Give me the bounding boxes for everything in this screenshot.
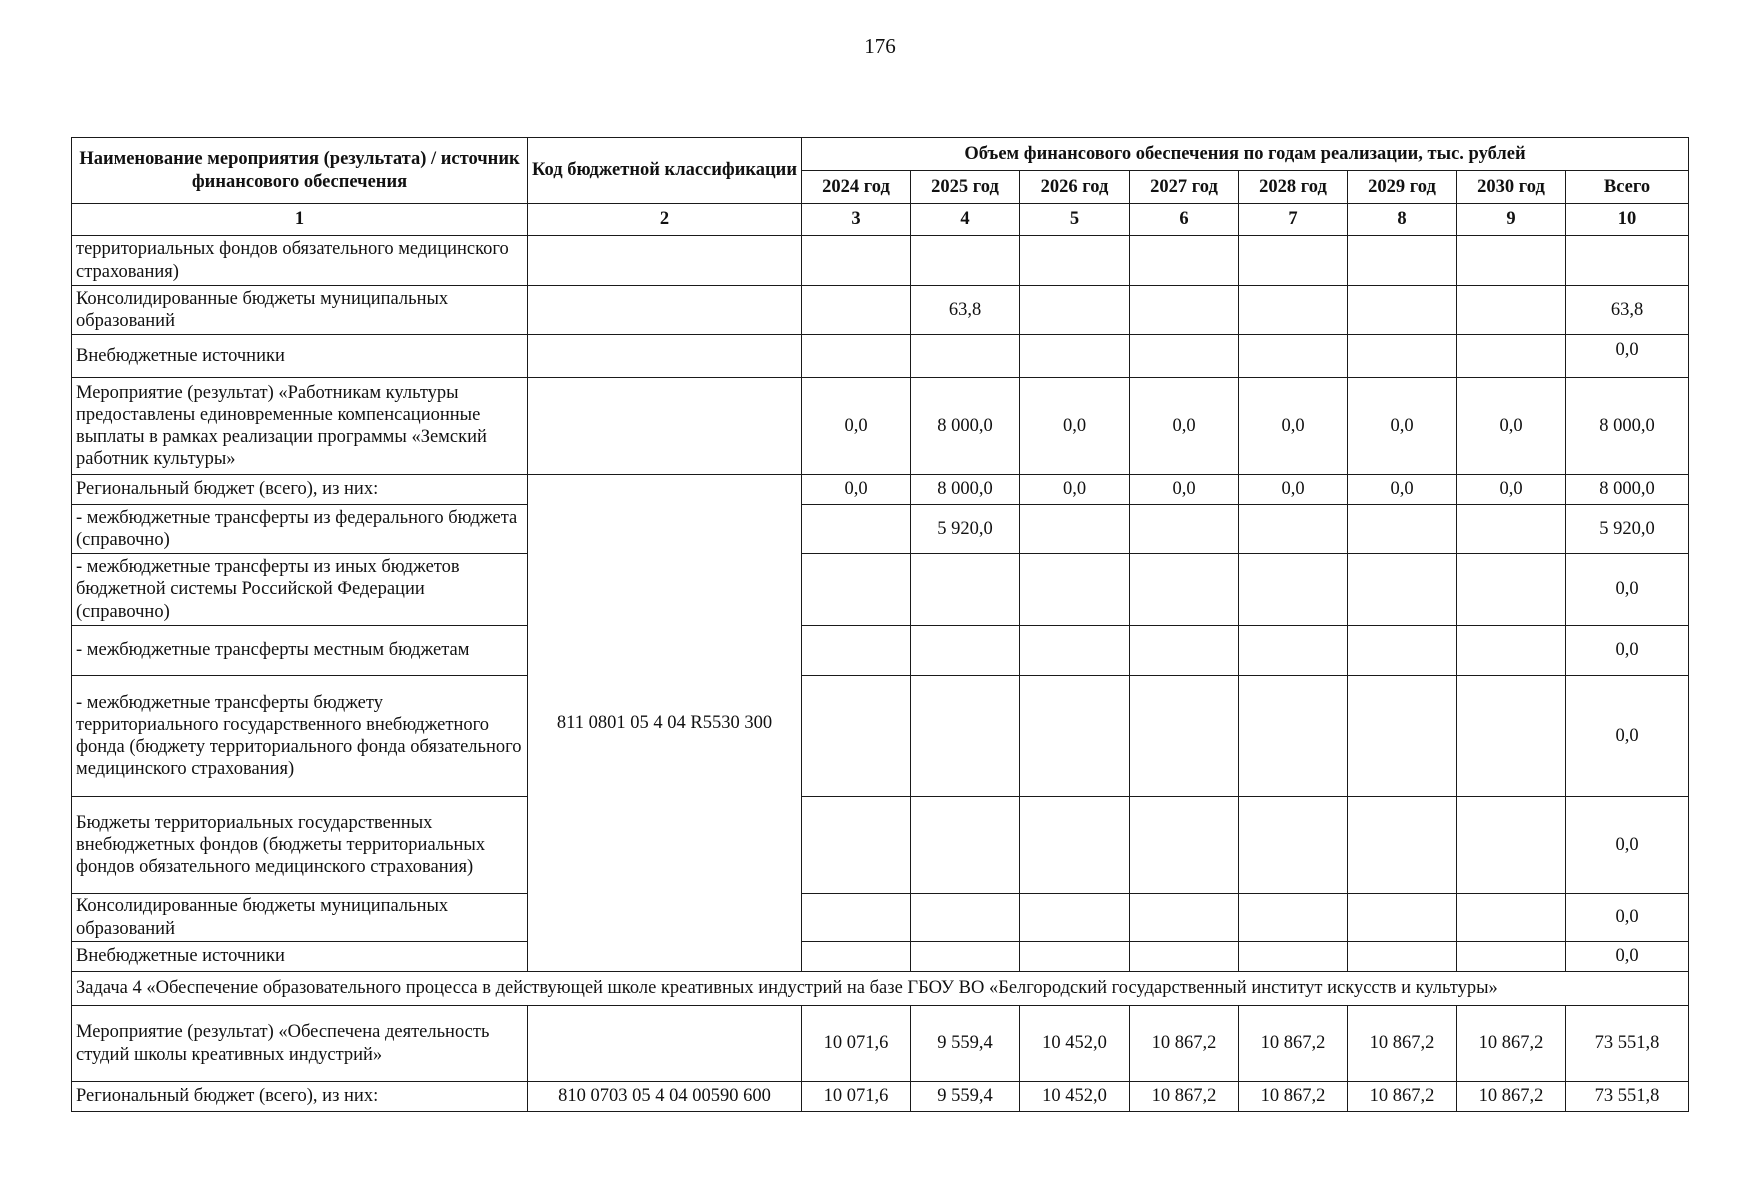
budget-code: 811 0801 05 4 04 R5530 300 (528, 475, 802, 972)
row-code (528, 286, 802, 335)
cell-value (1457, 676, 1566, 797)
cell-value (1130, 335, 1239, 378)
cell-total (1566, 236, 1689, 286)
task-4-title: Задача 4 «Обеспечение образовательного процесса в действующей школе креативных индустрий на базе ГБОУ ВО «Белгородский государственный институт искусств и культуры» (72, 972, 1689, 1006)
cell-value: 10 867,2 (1130, 1082, 1239, 1112)
cell-value: 0,0 (1020, 475, 1130, 505)
budget-table (71, 137, 1689, 1112)
header-year: 2028 год (1239, 171, 1348, 204)
cell-value: 0,0 (802, 475, 911, 505)
cell-value (1130, 797, 1239, 894)
cell-value (1239, 676, 1348, 797)
cell-total: 0,0 (1566, 676, 1689, 797)
header-year: 2025 год (911, 171, 1020, 204)
cell-value (1020, 505, 1130, 554)
header-name: Наименование мероприятия (результата) / источник финансового обеспечения (72, 138, 528, 204)
header-total: Всего (1566, 171, 1689, 204)
column-number: 5 (1020, 204, 1130, 236)
row-name: - межбюджетные трансферты местным бюджетам (72, 626, 528, 676)
cell-value (911, 797, 1020, 894)
table-row (72, 286, 1689, 335)
cell-value (802, 626, 911, 676)
cell-value: 5 920,0 (911, 505, 1020, 554)
cell-value: 10 867,2 (1348, 1082, 1457, 1112)
table-row (72, 676, 1689, 797)
column-number: 6 (1130, 204, 1239, 236)
cell-value (802, 894, 911, 942)
header-year: 2027 год (1130, 171, 1239, 204)
row-name: - межбюджетные трансферты бюджету территориального государственного внебюджетного фонда (бюджету территориального фонда обязательного медицинского страхования) (72, 676, 528, 797)
cell-value: 8 000,0 (911, 475, 1020, 505)
column-number-row (72, 204, 1689, 236)
cell-value (1130, 505, 1239, 554)
cell-value: 10 867,2 (1130, 1006, 1239, 1082)
cell-value (1457, 286, 1566, 335)
header-code: Код бюджетной классификации (528, 138, 802, 204)
cell-value (911, 676, 1020, 797)
cell-value: 0,0 (1239, 378, 1348, 475)
cell-value: 0,0 (1457, 475, 1566, 505)
cell-value (1020, 797, 1130, 894)
cell-value (911, 554, 1020, 626)
cell-value: 0,0 (1348, 475, 1457, 505)
column-number: 9 (1457, 204, 1566, 236)
table-row (72, 797, 1689, 894)
cell-total: 73 551,8 (1566, 1006, 1689, 1082)
cell-total: 63,8 (1566, 286, 1689, 335)
row-name: Внебюджетные источники (72, 942, 528, 972)
row-name: Региональный бюджет (всего), из них: (72, 475, 528, 505)
row-name: Мероприятие (результат) «Обеспечена деятельность студий школы креативных индустрий» (72, 1006, 528, 1082)
cell-value (1239, 797, 1348, 894)
column-number: 2 (528, 204, 802, 236)
cell-value (1239, 335, 1348, 378)
cell-value (802, 942, 911, 972)
cell-value (1020, 554, 1130, 626)
row-name: Внебюджетные источники (72, 335, 528, 378)
page-number: 176 (864, 34, 896, 58)
table-row (72, 894, 1689, 942)
header-year: 2029 год (1348, 171, 1457, 204)
cell-value (1457, 942, 1566, 972)
cell-value: 9 559,4 (911, 1006, 1020, 1082)
cell-value: 10 071,6 (802, 1006, 911, 1082)
header-year: 2024 год (802, 171, 911, 204)
cell-value (1457, 505, 1566, 554)
header-year: 2030 год (1457, 171, 1566, 204)
cell-value (802, 286, 911, 335)
column-number: 4 (911, 204, 1020, 236)
cell-value (1348, 505, 1457, 554)
cell-value (911, 626, 1020, 676)
cell-value (1239, 894, 1348, 942)
cell-total: 0,0 (1566, 626, 1689, 676)
cell-value: 10 867,2 (1348, 1006, 1457, 1082)
cell-value: 10 867,2 (1239, 1006, 1348, 1082)
cell-total: 0,0 (1566, 335, 1689, 378)
row-name: Бюджеты территориальных государственных внебюджетных фондов (бюджеты территориальных фондов обязательного медицинского страхования) (72, 797, 528, 894)
row-name: Консолидированные бюджеты муниципальных образований (72, 286, 528, 335)
cell-value (1020, 626, 1130, 676)
row-name: Консолидированные бюджеты муниципальных образований (72, 894, 528, 942)
cell-value (1020, 894, 1130, 942)
cell-value (1348, 894, 1457, 942)
cell-value (1239, 236, 1348, 286)
cell-value (911, 942, 1020, 972)
column-number: 8 (1348, 204, 1457, 236)
cell-value (1130, 286, 1239, 335)
cell-value: 0,0 (802, 378, 911, 475)
cell-total: 0,0 (1566, 554, 1689, 626)
cell-value (1348, 286, 1457, 335)
cell-value: 10 867,2 (1457, 1006, 1566, 1082)
cell-value: 0,0 (1348, 378, 1457, 475)
cell-value (1130, 894, 1239, 942)
cell-value (1457, 797, 1566, 894)
cell-value (1130, 554, 1239, 626)
table-row (72, 1006, 1689, 1082)
row-name: - межбюджетные трансферты из иных бюджетов бюджетной системы Российской Федерации (справочно) (72, 554, 528, 626)
table-row (72, 236, 1689, 286)
cell-value: 63,8 (911, 286, 1020, 335)
cell-value (802, 676, 911, 797)
cell-value (1348, 554, 1457, 626)
row-code (528, 378, 802, 475)
cell-value (1239, 505, 1348, 554)
column-number: 3 (802, 204, 911, 236)
cell-value (802, 236, 911, 286)
cell-value: 8 000,0 (911, 378, 1020, 475)
cell-value: 10 867,2 (1239, 1082, 1348, 1112)
cell-value (1239, 942, 1348, 972)
row-name: территориальных фондов обязательного медицинского страхования) (72, 236, 528, 286)
cell-value (802, 335, 911, 378)
column-number: 7 (1239, 204, 1348, 236)
cell-value (1348, 942, 1457, 972)
cell-value (1130, 236, 1239, 286)
cell-value (911, 335, 1020, 378)
cell-value (1457, 626, 1566, 676)
cell-value: 10 452,0 (1020, 1082, 1130, 1112)
cell-total: 0,0 (1566, 942, 1689, 972)
table-row (72, 475, 1689, 505)
header-year: 2026 год (1020, 171, 1130, 204)
table-row (72, 942, 1689, 972)
cell-value (1130, 676, 1239, 797)
cell-value (911, 236, 1020, 286)
cell-value (1020, 335, 1130, 378)
table-row (72, 505, 1689, 554)
budget-code: 810 0703 05 4 04 00590 600 (528, 1082, 802, 1112)
cell-value (1348, 236, 1457, 286)
row-code (528, 236, 802, 286)
header-row-1 (72, 138, 1689, 171)
table-row (72, 554, 1689, 626)
header-volume: Объем финансового обеспечения по годам реализации, тыс. рублей (802, 138, 1689, 171)
cell-value (1457, 236, 1566, 286)
cell-value (802, 797, 911, 894)
cell-value (1020, 676, 1130, 797)
cell-value: 0,0 (1020, 378, 1130, 475)
cell-value (1020, 286, 1130, 335)
cell-value (1457, 554, 1566, 626)
cell-value (1239, 554, 1348, 626)
table-row (72, 626, 1689, 676)
cell-value: 0,0 (1457, 378, 1566, 475)
row-name: - межбюджетные трансферты из федерального бюджета (справочно) (72, 505, 528, 554)
cell-value (1348, 335, 1457, 378)
cell-total: 8 000,0 (1566, 378, 1689, 475)
cell-total: 8 000,0 (1566, 475, 1689, 505)
table-row (72, 335, 1689, 378)
cell-value (1020, 942, 1130, 972)
row-code (528, 1006, 802, 1082)
cell-value (1457, 335, 1566, 378)
cell-value (1239, 626, 1348, 676)
column-number: 10 (1566, 204, 1689, 236)
cell-value: 9 559,4 (911, 1082, 1020, 1112)
row-name: Мероприятие (результат) «Работникам культуры предоставлены единовременные компенсационные выплаты в рамках реализации программы «Земский работник культуры» (72, 378, 528, 475)
cell-total: 5 920,0 (1566, 505, 1689, 554)
cell-value (1457, 894, 1566, 942)
cell-value (802, 505, 911, 554)
cell-value (802, 554, 911, 626)
cell-value: 0,0 (1239, 475, 1348, 505)
cell-total: 73 551,8 (1566, 1082, 1689, 1112)
cell-value: 0,0 (1130, 475, 1239, 505)
table-row (72, 1082, 1689, 1112)
cell-value (1020, 236, 1130, 286)
cell-total: 0,0 (1566, 894, 1689, 942)
cell-value: 10 071,6 (802, 1082, 911, 1112)
cell-value (1348, 797, 1457, 894)
cell-value: 10 867,2 (1457, 1082, 1566, 1112)
row-name: Региональный бюджет (всего), из них: (72, 1082, 528, 1112)
cell-value (1130, 942, 1239, 972)
cell-value (1348, 626, 1457, 676)
cell-value: 10 452,0 (1020, 1006, 1130, 1082)
task-row (72, 972, 1689, 1006)
cell-value (1239, 286, 1348, 335)
table-row (72, 378, 1689, 475)
cell-total: 0,0 (1566, 797, 1689, 894)
row-code (528, 335, 802, 378)
cell-value: 0,0 (1130, 378, 1239, 475)
cell-value (1130, 626, 1239, 676)
cell-value (911, 894, 1020, 942)
column-number: 1 (72, 204, 528, 236)
cell-value (1348, 676, 1457, 797)
